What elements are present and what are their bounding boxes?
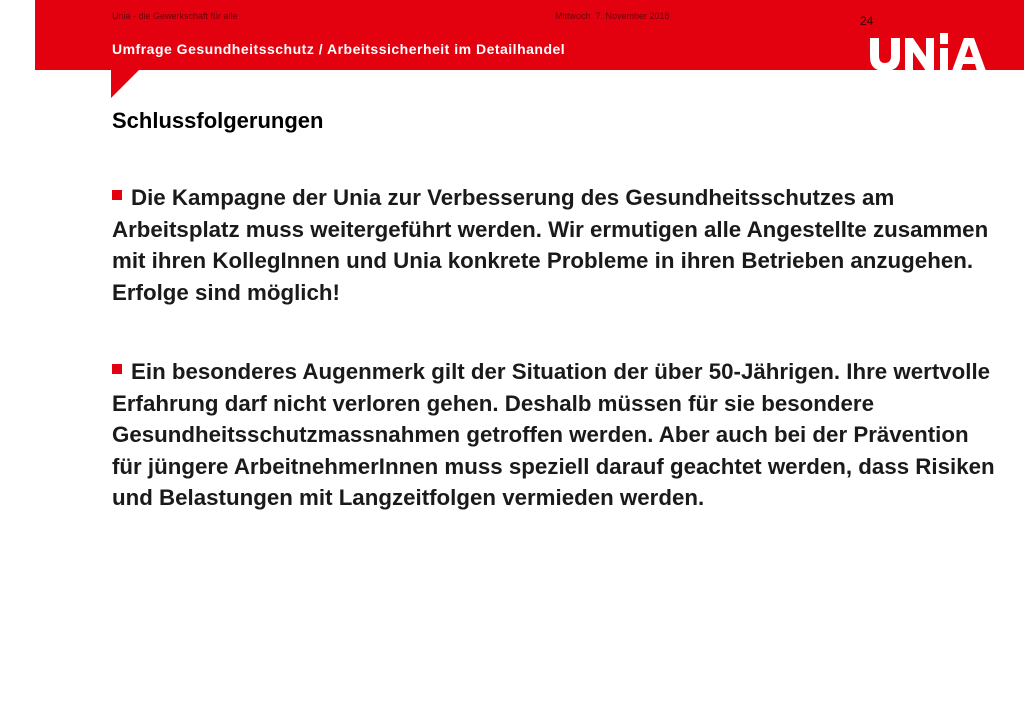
section-heading: Schlussfolgerungen: [112, 108, 324, 133]
bullet-text: Ein besonderes Augenmerk gilt der Situation der über 50-Jährigen. Ihre wertvolle Erfahrung darf nicht verloren gehen. Deshalb müssen für sie besondere Gesundheitsschutzmassnahmen getroffen werden. Aber auch bei der Prävention für jüngere ArbeitnehmerInnen muss speziell darauf geachtet werden, dass Risiken und Belastungen mit Langzeitfolgen vermieden werden.: [112, 359, 995, 510]
presentation-title: Umfrage Gesundheitsschutz / Arbeitssicherheit im Detailhandel: [112, 41, 566, 57]
bullet-text: Die Kampagne der Unia zur Verbesserung des Gesundheitsschutzes am Arbeitsplatz muss weitergeführt werden. Wir ermutigen alle Angestellte zusammen mit ihren KollegInnen und Unia konkrete Probleme in ihren Betrieben anzugehen. Erfolge sind möglich!: [112, 185, 989, 305]
header-notch: [111, 70, 139, 98]
bullet-marker: [112, 190, 122, 200]
bullet-item: [112, 182, 997, 308]
bullet-marker: [112, 364, 122, 374]
bullet-item: [112, 356, 997, 514]
organization-tagline: Unia - die Gewerkschaft für alle: [112, 11, 238, 21]
page-number: 24: [860, 14, 874, 28]
unia-logo: [868, 26, 992, 72]
presentation-date: Mittwoch, 7. November 2018: [555, 11, 670, 21]
